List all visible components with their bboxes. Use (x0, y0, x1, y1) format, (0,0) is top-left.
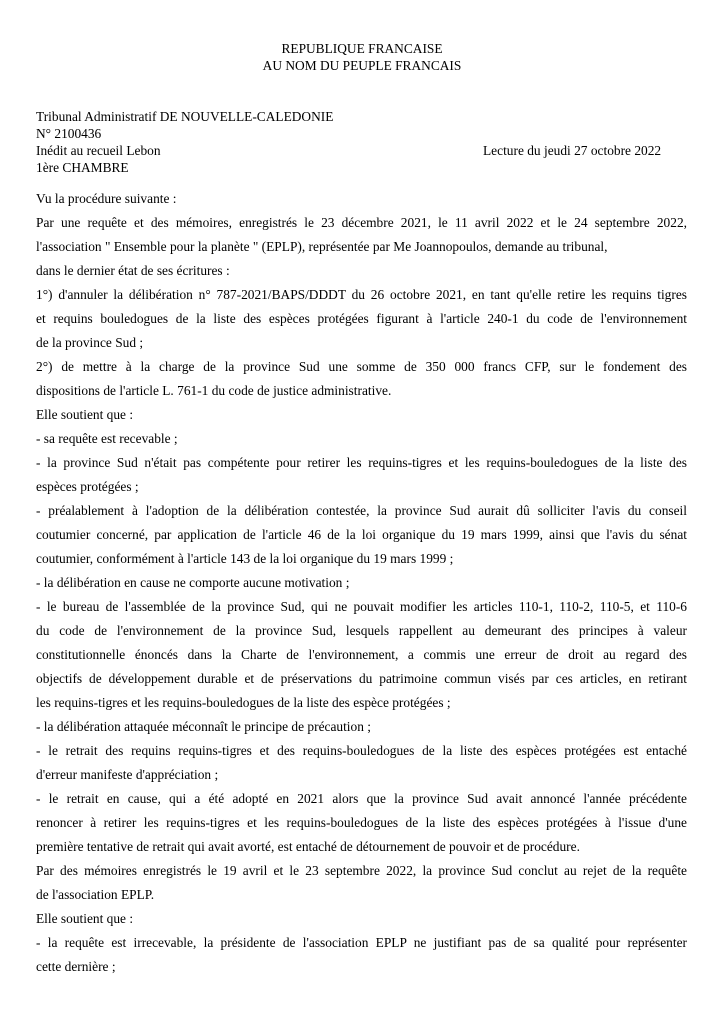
body-line: Elle soutient que : (36, 407, 134, 422)
body-line: coutumier, conformément à l'article 143 de la loi organique du 19 mars 1999 ; (36, 551, 454, 566)
body-line: coutumier concerné, par application de l'article 46 de la loi organique du 19 mars 1999, ainsi que l'avis du sénat (36, 527, 687, 542)
body-line: Elle soutient que : (36, 911, 134, 926)
body-line: - préalablement à l'adoption de la délibération contestée, la province Sud aurait dû solliciter l'avis du conseil (36, 503, 687, 518)
body-line: dispositions de l'article L. 761-1 du code de justice administrative. (36, 383, 392, 398)
case-number: N° 2100436 (36, 126, 102, 141)
people-heading: AU NOM DU PEUPLE FRANCAIS (262, 58, 462, 73)
reading-date: Lecture du jeudi 27 octobre 2022 (483, 143, 662, 158)
body-line: et requins bouledogues de la liste des espèces protégées figurant à l'article 240-1 du code de l'environnement (36, 311, 687, 326)
body-line: constitutionnelle énoncés dans la Charte de l'environnement, a commis une erreur de droit au regard des (36, 647, 687, 662)
body-line: de la province Sud ; (36, 335, 144, 350)
body-line: cette dernière ; (36, 959, 116, 974)
body-line: - sa requête est recevable ; (36, 431, 178, 446)
republic-heading: REPUBLIQUE FRANCAISE (281, 41, 443, 56)
body-line: - le retrait en cause, qui a été adopté en 2021 alors que la province Sud avait annoncé l'année précédente (36, 791, 687, 806)
body-line: Par une requête et des mémoires, enregistrés le 23 décembre 2021, le 11 avril 2022 et le 24 septembre 2022, (36, 215, 687, 230)
body-line: objectifs de développement durable et de préservations du patrimoine commun visés par ces articles, en retirant (36, 671, 687, 686)
body-line: 1°) d'annuler la délibération n° 787-2021/BAPS/DDDT du 26 octobre 2021, en tant qu'elle retire les requins tigres (36, 287, 687, 302)
chamber: 1ère CHAMBRE (36, 160, 129, 175)
body-line: d'erreur manifeste d'appréciation ; (36, 767, 219, 782)
body-line: - le bureau de l'assemblée de la province Sud, qui ne pouvait modifier les articles 110-1, 110-2, 110-5, et 110-6 (36, 599, 687, 614)
body-line: - la province Sud n'était pas compétente pour retirer les requins-tigres et les requins-bouledogues de la liste des (36, 455, 687, 470)
body-line: du code de l'environnement de la province Sud, lesquels rappellent au demeurant des principes à valeur (36, 623, 687, 638)
body-line: - la délibération attaquée méconnaît le principe de précaution ; (36, 719, 371, 734)
body-line: Vu la procédure suivante : (36, 191, 177, 206)
body-line: 2°) de mettre à la charge de la province Sud une somme de 350 000 francs CFP, sur le fondement des (36, 359, 687, 374)
body-line: espèces protégées ; (36, 479, 139, 494)
body-line: première tentative de retrait qui avait avorté, est entaché de détournement de pouvoir et de procédure. (36, 839, 580, 854)
body-line: les requins-tigres et les requins-bouledogues de la liste des espèce protégées ; (36, 695, 451, 710)
body-line: l'association " Ensemble pour la planète " (EPLP), représentée par Me Joannopoulos, demande au tribunal, (36, 239, 608, 254)
body-line: - la requête est irrecevable, la présidente de l'association EPLP ne justifiant pas de sa qualité pour représenter (36, 935, 687, 950)
body-line: renoncer à retirer les requins-tigres et les requins-bouledogues de la liste des espèces protégées à l'issue d'une (36, 815, 687, 830)
body-line: - le retrait des requins requins-tigres et des requins-bouledogues de la liste des espèces protégées est entaché (36, 743, 687, 758)
court-name: Tribunal Administratif DE NOUVELLE-CALEDONIE (36, 109, 334, 124)
body-line: dans le dernier état de ses écritures : (36, 263, 230, 278)
body-line: de l'association EPLP. (36, 887, 155, 902)
publication-status: Inédit au recueil Lebon (36, 143, 161, 158)
body-line: Par des mémoires enregistrés le 19 avril et le 23 septembre 2022, la province Sud conclut au rejet de la requête (36, 863, 687, 878)
body-line: - la délibération en cause ne comporte aucune motivation ; (36, 575, 350, 590)
